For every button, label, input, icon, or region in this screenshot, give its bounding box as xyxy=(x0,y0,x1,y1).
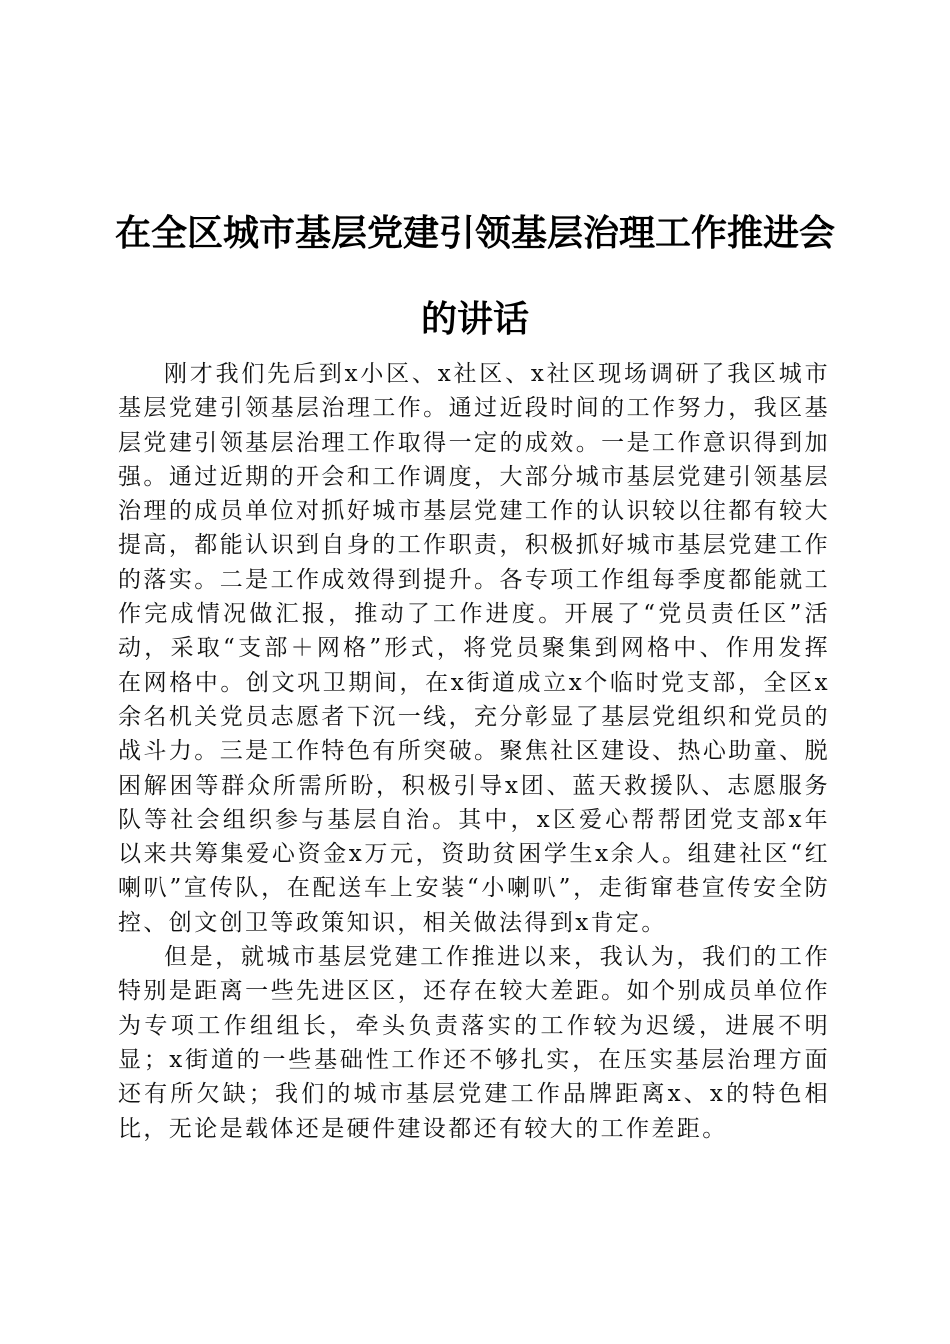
document-body xyxy=(118,357,830,1146)
title-line-2: 的讲话 xyxy=(420,298,529,341)
document-title xyxy=(100,190,850,362)
paragraph: 但是，就城市基层党建工作推进以来，我认为，我们的工作特别是距离一些先进区区，还存在较大差距。如个别成员单位作为专项工作组组长，牵头负责落实的工作较为迟缓，进展不明显；x街道的一些基础性工作还不够扎实，在压实基层治理方面还有所欠缺；我们的城市基层党建工作品牌距离x、x的特色相比，无论是载体还是硬件建设都还有较大的工作差距。 xyxy=(118,944,830,1142)
paragraph: 刚才我们先后到x小区、x社区、x社区现场调研了我区城市基层党建引领基层治理工作。通过近段时间的工作努力，我区基层党建引领基层治理工作取得一定的成效。一是工作意识得到加强。通过近期的开会和工作调度，大部分城市基层党建引领基层治理的成员单位对抓好城市基层党建工作的认识较以往都有较大提高，都能认识到自身的工作职责，积极抓好城市基层党建工作的落实。二是工作成效得到提升。各专项工作组每季度都能就工作完成情况做汇报，推动了工作进度。开展了“党员责任区”活动，采取“支部＋网格”形式，将党员聚集到网格中、作用发挥在网格中。创文巩卫期间，在x街道成立x个临时党支部，全区x余名机关党员志愿者下沉一线，充分彰显了基层党组织和党员的战斗力。三是工作特色有所突破。聚焦社区建设、热心助童、脱困解困等群众所需所盼，积极引导x团、蓝天救援队、志愿服务队等社会组织参与基层自治。其中，x区爱心帮帮团党支部x年以来共筹集爱心资金x万元，资助贫困学生x余人。组建社区“红喇叭”宣传队，在配送车上安装“小喇叭”，走街窜巷宣传安全防控、创文创卫等政策知识，相关做法得到x肯定。 xyxy=(118,361,830,936)
title-line-1: 在全区城市基层党建引领基层治理工作推进会 xyxy=(114,212,835,255)
